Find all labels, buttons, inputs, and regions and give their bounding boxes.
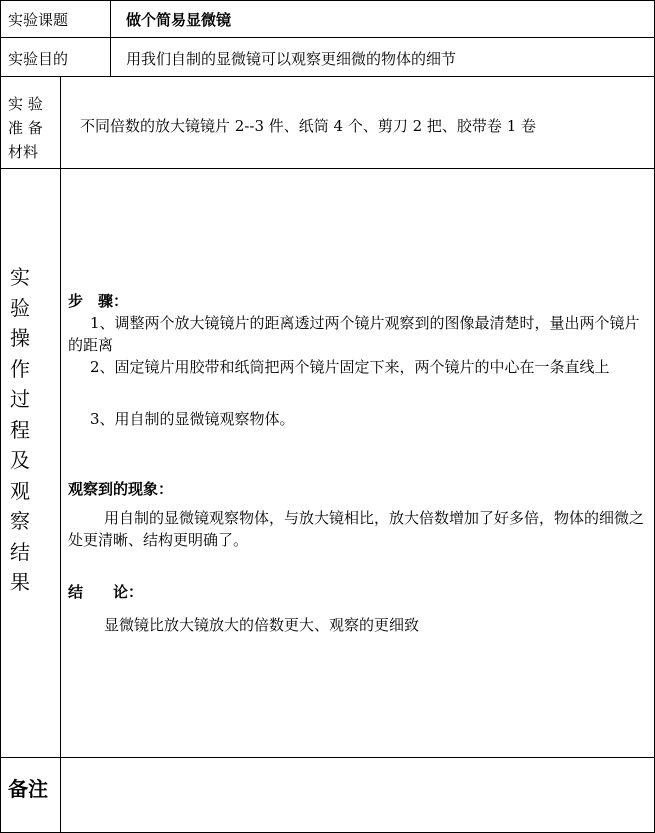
materials-value: 不同倍数的放大镜镜片 2--3 件、纸筒 4 个、剪刀 2 把、胶带卷 1 卷 bbox=[80, 117, 537, 135]
purpose-label: 实验目的 bbox=[8, 50, 69, 68]
conclusion-heading: 结 论： bbox=[68, 583, 144, 601]
materials-label-line: 实 验 bbox=[8, 95, 43, 113]
table-rule bbox=[0, 168, 655, 169]
steps-heading: 步 骤： bbox=[68, 292, 129, 310]
purpose-value: 用我们自制的显微镜可以观察更细微的物体的细节 bbox=[126, 50, 457, 68]
process-label-char: 作 bbox=[10, 356, 30, 381]
conclusion-text: 显微镜比放大镜放大的倍数更大、观察的更细致 bbox=[104, 616, 420, 634]
table-border-left bbox=[0, 0, 1, 833]
materials-label-line: 材料 bbox=[8, 143, 39, 161]
process-label-char: 验 bbox=[10, 295, 30, 320]
process-label bbox=[4, 262, 36, 598]
step-item: 1、调整两个放大镜镜片的距离透过两个镜片观察到的图像最清楚时，量出两个镜片的距离 bbox=[68, 314, 640, 354]
topic-label: 实验课题 bbox=[8, 11, 69, 29]
topic-value: 做个简易显微镜 bbox=[126, 11, 232, 29]
materials-label bbox=[8, 92, 56, 164]
phenomenon-text: 用自制的显微镜观察物体，与放大镜相比，放大倍数增加了好多倍，物体的细微之处更清晰、结构更明确了。 bbox=[68, 509, 645, 549]
process-label-char: 果 bbox=[10, 570, 30, 594]
process-label-char: 结 bbox=[10, 539, 30, 564]
table-rule bbox=[0, 76, 655, 77]
phenomenon-heading: 观察到的现象： bbox=[68, 480, 174, 498]
table-border-top bbox=[0, 0, 655, 1]
process-label-char: 观 bbox=[10, 478, 30, 503]
table-rule bbox=[110, 0, 111, 76]
process-label-char: 操 bbox=[10, 326, 30, 350]
step-item: 3、用自制的显微镜观察物体。 bbox=[90, 410, 295, 428]
table-rule bbox=[0, 757, 655, 758]
process-label-char: 察 bbox=[10, 509, 30, 533]
remarks-label: 备注 bbox=[8, 777, 48, 801]
table-rule bbox=[0, 37, 655, 38]
process-label-char: 过 bbox=[10, 387, 30, 411]
table-rule bbox=[60, 76, 61, 833]
materials-label-line: 准 备 bbox=[8, 119, 43, 137]
process-label-char: 程 bbox=[10, 417, 30, 442]
process-label-char: 实 bbox=[10, 265, 30, 289]
process-label-char: 及 bbox=[10, 448, 30, 472]
remarks-value bbox=[70, 773, 645, 823]
step-item: 2、固定镜片用胶带和纸筒把两个镜片固定下来，两个镜片的中心在一条直线上 bbox=[90, 358, 610, 376]
